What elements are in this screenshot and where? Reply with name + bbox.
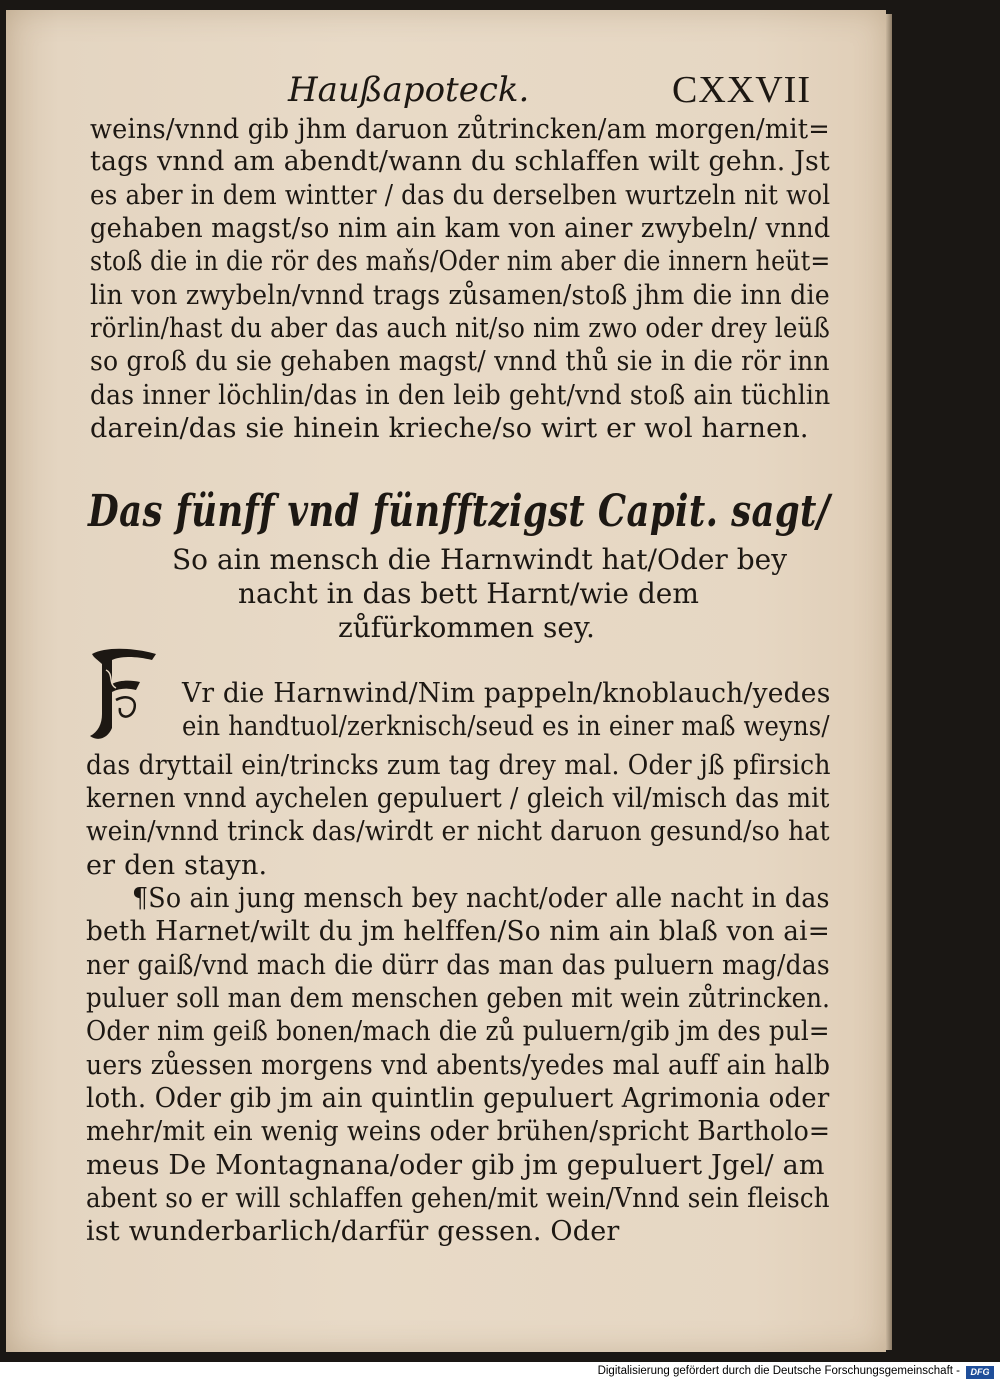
text-line: loth. Oder gib jm ain quintlin gepuluert Agrimonia oder [86, 1083, 830, 1114]
text-line: Oder nim geiß bonen/mach die zů puluern/gib jm des pul= [86, 1016, 830, 1047]
decorated-initial [86, 644, 160, 744]
text-line: tags vnnd am abendt/wann du schlaffen wilt gehn. Jst [90, 146, 830, 177]
page-edge [886, 14, 892, 1350]
text-line: das dryttail ein/trincks zum tag drey mal. Oder jß pfirsich [86, 750, 831, 781]
text-line: beth Harnet/wilt du jm helffen/So nim ain blaß von ai= [86, 916, 830, 947]
text-line: darein/das sie hinein krieche/so wirt er wol harnen. [90, 413, 809, 444]
chapter-subtitle-line: So ain mensch die Harnwindt hat/Oder bey [172, 543, 788, 576]
text-line: das inner löchlin/das in den leib geht/vnd stoß ain tüchlin [90, 380, 831, 411]
text-line: kernen vnnd aychelen gepuluert / gleich vil/misch das mit [86, 783, 830, 814]
text-line: es aber in dem wintter / das du derselben wurtzeln nit wol [90, 180, 831, 211]
chapter-title: Das fünff vnd fünfftzigst Capit. sagt/ [88, 486, 831, 537]
dfg-logo[interactable]: DFG [966, 1366, 994, 1379]
text-line: wein/vnnd trinck das/wirdt er nicht daruon gesund/so hat [86, 816, 830, 847]
text-line: stoß die in die rör des maňs/Oder nim aber die innern heüt= [90, 246, 831, 277]
text-line: uers zůessen morgens vnd abents/yedes mal auff ain halb [86, 1050, 831, 1081]
text-line: Vr die Harnwind/Nim pappeln/knoblauch/yedes [182, 678, 831, 709]
text-line: puluer soll man dem menschen geben mit wein zůtrincken. [86, 983, 831, 1014]
text-line: ist wunderbarlich/darfür gessen. Oder [86, 1216, 620, 1247]
text-line: weins/vnnd gib jhm daruon zůtrincken/am morgen/mit= [90, 114, 830, 145]
funding-notice: Digitalisierung gefördert durch die Deutsche Forschungsgemeinschaft - [597, 1365, 960, 1377]
text-line: abent so er will schlaffen gehen/mit wein/Vnnd sein fleisch [86, 1183, 830, 1214]
text-line: so groß du sie gehaben magst/ vnnd thů sie in die rör inn [90, 346, 830, 377]
text-line: ¶So ain jung mensch bey nacht/oder alle nacht in das [132, 883, 830, 914]
folio-number: CXXVII [672, 69, 811, 111]
chapter-subtitle-line: zůfürkommen sey. [338, 611, 595, 644]
initial-flourish-icon [86, 644, 160, 744]
footer-bar [0, 1362, 1000, 1383]
chapter-subtitle-line: nacht in das bett Harnt/wie dem [238, 577, 699, 610]
text-line: lin von zwybeln/vnnd trags zůsamen/stoß jhm die inn die [90, 280, 830, 311]
text-line: ein handtuol/zerknisch/seud es in einer maß weyns/ [182, 711, 830, 742]
text-line: gehaben magst/so nim ain kam von ainer zwybeln/ vnnd [90, 213, 831, 244]
running-head: Haußapoteck. [288, 70, 530, 110]
text-line: meus De Montagnana/oder gib jm gepuluert Jgel/ am [86, 1150, 825, 1181]
text-line: er den stayn. [86, 850, 268, 881]
text-line: mehr/mit ein wenig weins oder brühen/spricht Bartholo= [86, 1116, 831, 1147]
text-line: ner gaiß/vnd mach die dürr das man das puluern mag/das [86, 950, 830, 981]
text-line: rörlin/hast du aber das auch nit/so nim zwo oder drey leüß [90, 313, 831, 344]
